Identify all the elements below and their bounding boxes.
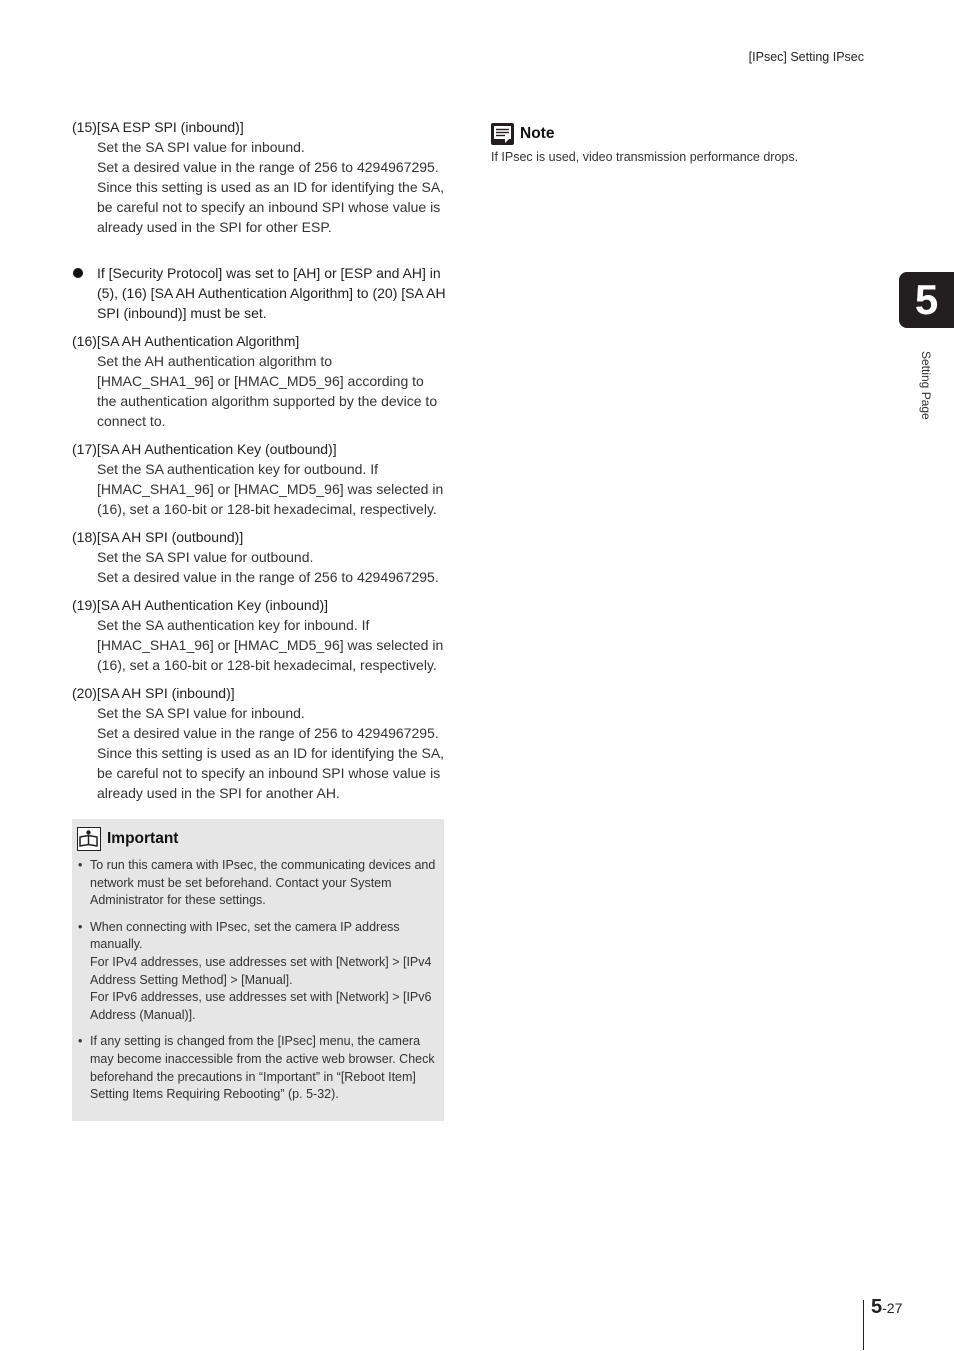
page-number-page: -27 xyxy=(882,1300,903,1316)
note-icon xyxy=(491,123,514,145)
item-16-body xyxy=(97,351,446,431)
side-section-label: Setting Page xyxy=(919,351,933,420)
important-item-2 xyxy=(77,919,436,1025)
item-20-line-2: Set a desired value in the range of 256 to 4294967295. Since this setting is used as an ID for identifying the SA, be careful not to specify an inbound SPI whose value is already used in the SPI for another AH. xyxy=(97,725,445,801)
important-item-2-line-3: For IPv6 addresses, use addresses set with [Network] > [IPv6 Address (Manual)]. xyxy=(90,990,432,1022)
important-box xyxy=(72,819,444,1121)
note-box xyxy=(491,123,871,164)
item-19-body xyxy=(97,615,446,675)
item-18 xyxy=(72,527,446,587)
item-19 xyxy=(72,595,446,675)
item-18-body xyxy=(97,547,446,587)
ah-requirement-bullet xyxy=(72,263,446,323)
item-18-line-1: Set the SA SPI value for outbound. xyxy=(97,549,314,565)
item-15 xyxy=(72,117,446,237)
item-17-title: (17)[SA AH Authentication Key (outbound)] xyxy=(72,441,337,457)
note-header xyxy=(491,123,871,145)
important-item-3-line-1: • If any setting is changed from the [IPsec] menu, the camera may become inaccessible from the active web browser. Check beforehand the precautions in “Important” in “[Reboot Item] Setting Items Requiring Rebooting” (p. 5-32). xyxy=(90,1034,435,1102)
important-item-1 xyxy=(77,857,436,910)
item-15-title: (15)[SA ESP SPI (inbound)] xyxy=(72,119,244,135)
item-17 xyxy=(72,439,446,519)
item-16-title: (16)[SA AH Authentication Algorithm] xyxy=(72,333,300,349)
page-number-chapter: 5 xyxy=(871,1296,883,1318)
running-header: [IPsec] Setting IPsec xyxy=(748,50,864,64)
note-text: If IPsec is used, video transmission performance drops. xyxy=(491,150,799,164)
page-number xyxy=(871,1296,902,1319)
item-17-line-1: Set the SA authentication key for outbound. If [HMAC_SHA1_96] or [HMAC_MD5_96] was selected in (16), set a 160-bit or 128-bit hexadecimal, respectively. xyxy=(97,461,444,517)
item-17-body xyxy=(97,459,446,519)
item-18-line-2: Set a desired value in the range of 256 to 4294967295. xyxy=(97,569,439,585)
important-header xyxy=(77,827,436,851)
item-16-line-1: Set the AH authentication algorithm to [HMAC_SHA1_96] or [HMAC_MD5_96] according to the authentication algorithm supported by the device to connect to. xyxy=(97,353,438,429)
item-20 xyxy=(72,683,446,803)
important-list xyxy=(77,857,436,1104)
item-16 xyxy=(72,331,446,431)
item-15-line-2: Set a desired value in the range of 256 to 4294967295. Since this setting is used as an ID for identifying the SA, be careful not to specify an inbound SPI whose value is already used in the SPI for other ESP. xyxy=(97,159,445,235)
item-15-line-1: Set the SA SPI value for inbound. xyxy=(97,139,305,155)
important-icon-graphic xyxy=(78,828,99,849)
bullet-dot-icon xyxy=(73,268,83,278)
ah-requirement-text: If [Security Protocol] was set to [AH] or [ESP and AH] in (5), (16) [SA AH Authentication Algorithm] to (20) [SA AH SPI (inbound)] must be set. xyxy=(97,265,446,321)
important-icon xyxy=(77,827,101,851)
note-title: Note xyxy=(520,125,555,142)
important-item-2-line-2: For IPv4 addresses, use addresses set with [Network] > [IPv4 Address Setting Method] > [Manual]. xyxy=(90,954,432,987)
chapter-tab: 5 xyxy=(899,272,954,328)
item-19-line-1: Set the SA authentication key for inbound. If [HMAC_SHA1_96] or [HMAC_MD5_96] was selected in (16), set a 160-bit or 128-bit hexadecimal, respectively. xyxy=(97,617,444,673)
left-column xyxy=(72,117,446,1121)
item-20-title: (20)[SA AH SPI (inbound)] xyxy=(72,685,235,701)
footer-divider xyxy=(863,1300,864,1350)
important-item-2-line-1: • When connecting with IPsec, set the camera IP address manually. xyxy=(90,919,400,952)
item-20-line-1: Set the SA SPI value for inbound. xyxy=(97,705,305,721)
important-item-3 xyxy=(77,1033,436,1103)
item-18-title: (18)[SA AH SPI (outbound)] xyxy=(72,529,244,545)
important-title: Important xyxy=(107,830,179,847)
item-15-body xyxy=(97,137,446,237)
item-19-title: (19)[SA AH Authentication Key (inbound)] xyxy=(72,597,329,613)
item-20-body xyxy=(97,703,446,803)
important-item-1-line-1: • To run this camera with IPsec, the communicating devices and network must be set beforehand. Contact your System Administrator for these settings. xyxy=(90,858,436,908)
